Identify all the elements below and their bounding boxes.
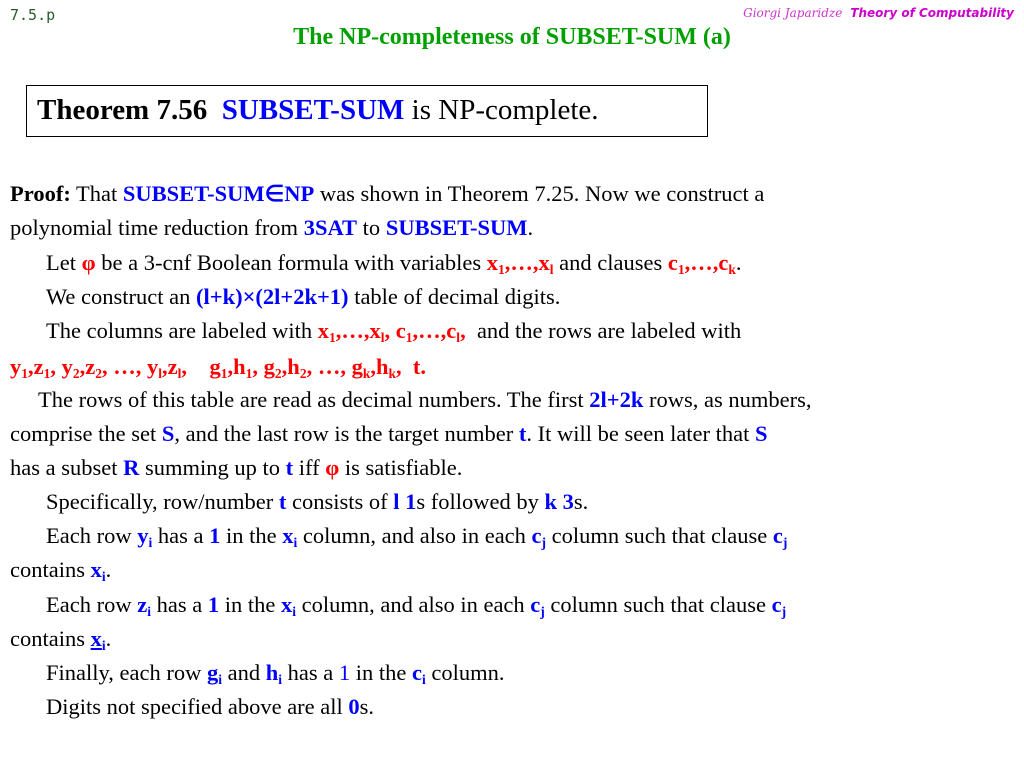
text: has a subset [10, 455, 118, 480]
text: That [76, 181, 118, 206]
slide-title: The NP-completeness of SUBSET-SUM (a) [293, 24, 731, 50]
proof-line-11 [46, 523, 787, 549]
slide-number: 7.5.p [10, 6, 56, 24]
text: in the [225, 523, 277, 548]
text: contains [10, 626, 85, 651]
keyword: l 1 [393, 489, 417, 514]
proof-line-4 [46, 284, 560, 310]
keyword: 3SAT [303, 215, 358, 240]
text: is satisfiable. [344, 455, 463, 480]
text: has a [157, 523, 204, 548]
row-label-t: t. [412, 354, 426, 379]
theorem-label: Theorem 7.56 [37, 94, 208, 126]
proof-line-8 [10, 421, 768, 447]
theorem-box [26, 85, 708, 137]
proof-line-3: Let φ be a 3-cnf Boolean formula with variables $x_1,\dots,x_l$ and clauses $c_1,\dots,c_k$. [46, 250, 742, 278]
text: iff [298, 455, 320, 480]
proof-line-9 [10, 455, 462, 481]
text: consists of [291, 489, 388, 514]
text: We construct an [46, 284, 191, 309]
text: has a [156, 592, 203, 617]
digit-zero: 0 [348, 694, 360, 719]
var-c: $c_j$ [771, 592, 787, 620]
text: Each row [46, 592, 132, 617]
text: Digits not specified above are all [46, 694, 343, 719]
subset-r: R [123, 455, 140, 480]
proof-line-2 [10, 215, 533, 241]
var-h: $h_i$ [265, 660, 283, 688]
text: column such that clause [551, 523, 768, 548]
target-t: t [285, 455, 294, 480]
text: to [362, 215, 381, 240]
text: and [227, 660, 261, 685]
set-s: S [755, 421, 768, 446]
var-y: $y_i$ [137, 523, 153, 551]
var-c: $c_i$ [412, 660, 426, 688]
var-g: $g_i$ [207, 660, 223, 688]
phi-symbol: φ [81, 250, 96, 275]
text: comprise the set [10, 421, 157, 446]
theorem-statement: is NP-complete. [411, 94, 599, 126]
set-s: S [161, 421, 175, 446]
text: Let [46, 250, 76, 275]
text: , and the last row is the target number [174, 421, 514, 446]
digit-one: 1 [338, 660, 351, 685]
text: s. [573, 489, 589, 514]
text: and the rows are labeled with [476, 318, 742, 343]
row-labels-yz: $y_1,z_1$, $y_2,z_2$, …, $y_l,z_l$, [10, 354, 188, 382]
target-t: t [278, 489, 287, 514]
row-labels-gh: $g_1,h_1$, $g_2,h_2$, …, $g_k,h_k$, [209, 354, 402, 382]
proof-label: Proof: [10, 181, 71, 206]
text: Specifically, row/number [46, 489, 274, 514]
proof-line-7 [38, 387, 811, 413]
text: column, and also in each [301, 592, 525, 617]
proof-line-14: contains $x_i$. [10, 626, 112, 654]
text: was shown in Theorem 7.25. Now we construct a [319, 181, 765, 206]
proof-line-15 [46, 660, 505, 686]
var-c: $c_j$ [530, 592, 545, 620]
text: Each row [46, 523, 132, 548]
text: rows, as numbers, [649, 387, 812, 412]
var-z: $z_i$ [137, 592, 151, 620]
text: The columns are labeled with [46, 318, 313, 343]
var-x: $x_i$ [280, 592, 296, 620]
text: s. [359, 694, 375, 719]
proof-line-12: contains $x_i$. [10, 557, 112, 585]
variables: $x_1,\dots,x_l$ [486, 250, 554, 278]
proof-line-5 [46, 318, 741, 344]
var-x: $x_i$ [90, 557, 106, 585]
text: and clauses [559, 250, 663, 275]
text: Finally, each row [46, 660, 202, 685]
keyword: SUBSET-SUM∈NP [122, 181, 315, 206]
text: be a 3-cnf Boolean formula with variables [101, 250, 482, 275]
text: contains [10, 557, 85, 582]
text: summing up to [144, 455, 280, 480]
author-name: Giorgi Japaridze [743, 6, 843, 20]
text: polynomial time reduction from [10, 215, 299, 240]
var-x: $x_i$ [282, 523, 298, 551]
text: column. [431, 660, 505, 685]
text: in the [224, 592, 276, 617]
proof-line-6 [10, 354, 426, 380]
text: column, and also in each [302, 523, 526, 548]
proof-line-13 [46, 592, 786, 618]
text: The rows of this table are read as decimal numbers. The first [38, 387, 584, 412]
theorem-problem: SUBSET-SUM [221, 94, 405, 126]
text: in the [355, 660, 407, 685]
phi-symbol: φ [325, 455, 340, 480]
digit-one: 1 [209, 523, 221, 548]
proof-line-10 [46, 489, 588, 515]
course-name: Theory of Computability [850, 6, 1014, 20]
digit-one: 1 [207, 592, 220, 617]
var-x-negated: $x_i$ [90, 626, 106, 654]
keyword: k 3 [544, 489, 574, 514]
text: s followed by [416, 489, 539, 514]
keyword: 2l+2k [589, 387, 644, 412]
header-right [743, 6, 1014, 20]
keyword: SUBSET-SUM [385, 215, 528, 240]
text: column such that clause [550, 592, 766, 617]
proof-line-1 [10, 181, 764, 207]
var-c: $c_j$ [531, 523, 547, 551]
text: has a [287, 660, 334, 685]
table-dimensions: (l+k)×(2l+2k+1) [196, 284, 349, 309]
target-t: t [518, 421, 527, 446]
proof-line-16 [46, 694, 374, 720]
clauses: $c_1,\dots,c_k$ [667, 250, 736, 278]
var-c: $c_j$ [772, 523, 788, 551]
text: table of decimal digits. [354, 284, 561, 309]
column-labels: $x_1,\dots,x_l$, $c_1,\dots,c_l$, [317, 318, 466, 346]
text: . It will be seen later that [526, 421, 750, 446]
text: . [527, 215, 534, 240]
